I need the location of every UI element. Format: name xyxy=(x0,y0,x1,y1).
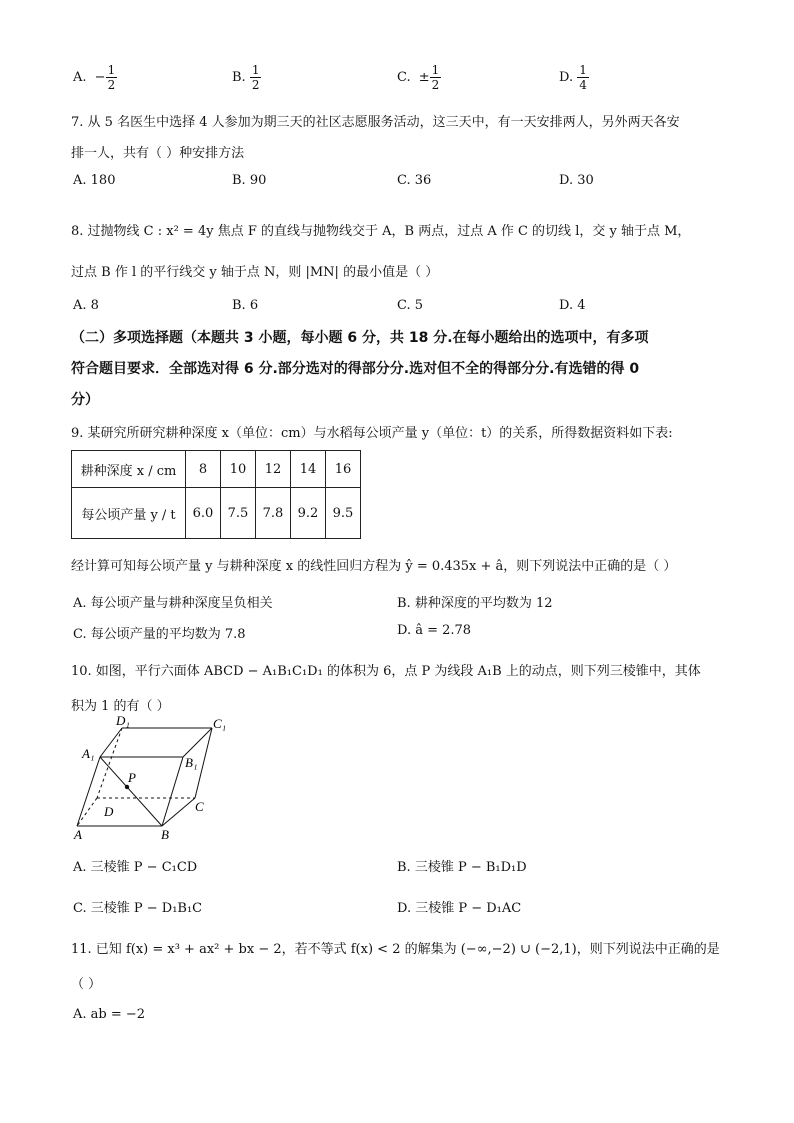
q6-option-d-fraction xyxy=(577,63,589,92)
q8-option-d: D. 4 xyxy=(559,298,586,313)
label-a1: A₁ xyxy=(82,746,95,761)
q9-table-cell: 7.8 xyxy=(256,488,291,539)
q6-option-c-fraction xyxy=(430,63,442,92)
q6-option-b-label: B. xyxy=(232,70,246,85)
edge-b1-c1 xyxy=(183,728,212,757)
q6-option-b xyxy=(232,63,261,92)
q9-table-cell: 6.0 xyxy=(186,488,221,539)
q6-option-a-sign: − xyxy=(94,70,106,85)
q9-intro: 9. 某研究所研究耕种深度 x（单位：cm）与水稻每公顷产量 y（单位：t）的关系，所得数据资料如下表: xyxy=(71,426,673,441)
label-p: P xyxy=(128,770,136,785)
q10-stem-line2: 积为 1 的有（ ） xyxy=(71,699,170,714)
q7-option-d: D. 30 xyxy=(559,173,594,188)
q9-option-b: B. 耕种深度的平均数为 12 xyxy=(397,596,553,611)
q6-option-d xyxy=(559,63,589,92)
q6-b-numerator: 1 xyxy=(251,63,260,77)
label-b1: B₁ xyxy=(185,755,198,770)
q6-d-numerator: 1 xyxy=(579,63,587,77)
q6-a-numerator: 1 xyxy=(107,63,116,77)
q9-table-row-depth xyxy=(72,451,361,488)
q11-option-a: A. ab = −2 xyxy=(73,1007,146,1022)
q9-table-cell: 14 xyxy=(291,451,326,488)
q9-data-table xyxy=(71,450,361,539)
q6-option-c-label: C. xyxy=(397,70,411,85)
q7-option-a: A. 180 xyxy=(73,173,116,188)
q7-stem-line1: 7. 从 5 名医生中选择 4 人参加为期三天的社区志愿服务活动，这三天中，有一天安排两人，另外两天各安 xyxy=(71,115,680,130)
q8-option-c: C. 5 xyxy=(397,298,424,313)
label-c: C xyxy=(195,799,204,814)
section2-header-line2: 符合题目要求．全部选对得 6 分.部分选对的得部分分.选对但不全的得部分分.有选错的得 0 xyxy=(71,361,640,377)
q6-c-numerator: 1 xyxy=(431,63,440,77)
label-d: D xyxy=(104,804,114,819)
q6-a-denominator: 2 xyxy=(107,78,116,92)
q6-d-denominator: 4 xyxy=(579,78,587,92)
q9-table-cell: 16 xyxy=(326,451,361,488)
edge-a1-d1 xyxy=(100,728,122,757)
edge-b1-b xyxy=(162,757,183,826)
q11-stem-line2: （ ） xyxy=(71,977,102,992)
q10-stem-line1: 10. 如图，平行六面体 ABCD − A₁B₁C₁D₁ 的体积为 6，点 P 为线段 A₁B 上的动点，则下列三棱锥中，其体 xyxy=(71,664,701,679)
q8-option-b: B. 6 xyxy=(232,298,259,313)
q6-option-c xyxy=(397,63,441,92)
q9-table-header-depth: 耕种深度 x / cm xyxy=(72,451,186,488)
q8-stem-line2: 过点 B 作 l 的平行线交 y 轴于点 N，则 |MN| 的最小值是（ ） xyxy=(71,265,439,280)
q7-stem-line2: 排一人，共有（ ）种安排方法 xyxy=(71,146,245,161)
section2-header-line3: 分） xyxy=(71,392,99,408)
edge-b-c xyxy=(162,798,195,826)
parallelepiped-figure xyxy=(70,714,240,844)
edge-c1-c xyxy=(195,728,212,798)
label-d1: D₁ xyxy=(116,714,130,728)
q6-option-c-sign: ± xyxy=(418,70,430,85)
q8-stem-line1: 8. 过抛物线 C : x² = 4y 焦点 F 的直线与抛物线交于 A，B 两点，过点 A 作 C 的切线 l，交 y 轴于点 M， xyxy=(71,224,691,239)
q9-option-d: D. â = 2.78 xyxy=(397,623,472,638)
q9-option-a: A. 每公顷产量与耕种深度呈负相关 xyxy=(73,596,273,611)
q9-table-cell: 9.5 xyxy=(326,488,361,539)
q11-stem-line1: 11. 已知 f(x) = x³ + ax² + bx − 2，若不等式 f(x) < 2 的解集为 (−∞,−2) ∪ (−2,1)，则下列说法中正确的是 xyxy=(71,942,720,957)
label-c1: C₁ xyxy=(213,716,227,731)
edge-a1-a xyxy=(77,757,100,826)
q10-option-c: C. 三棱锥 P − D₁B₁C xyxy=(73,901,203,916)
q10-option-a: A. 三棱锥 P − C₁CD xyxy=(73,860,198,875)
q9-option-c: C. 每公顷产量的平均数为 7.8 xyxy=(73,627,246,642)
q9-table-header-yield: 每公顷产量 y / t xyxy=(72,488,186,539)
section2-header-line1: （二）多项选择题（本题共 3 小题，每小题 6 分，共 18 分.在每小题给出的选项中，有多项 xyxy=(71,330,649,346)
q6-c-denominator: 2 xyxy=(431,78,440,92)
q9-table-cell: 10 xyxy=(221,451,256,488)
label-b: B xyxy=(161,827,169,842)
q10-option-d: D. 三棱锥 P − D₁AC xyxy=(397,901,522,916)
q6-option-a xyxy=(73,63,117,92)
q9-table-cell: 12 xyxy=(256,451,291,488)
q6-b-denominator: 2 xyxy=(251,78,260,92)
q6-option-d-label: D. xyxy=(559,70,574,85)
q9-stem: 经计算可知每公顷产量 y 与耕种深度 x 的线性回归方程为 ŷ = 0.435x + â，则下列说法中正确的是（ ） xyxy=(71,559,677,574)
q9-table-cell: 7.5 xyxy=(221,488,256,539)
q8-option-a: A. 8 xyxy=(73,298,99,313)
q9-table-cell: 8 xyxy=(186,451,221,488)
q7-option-b: B. 90 xyxy=(232,173,267,188)
q6-option-b-fraction xyxy=(250,63,262,92)
edge-d1-d xyxy=(97,728,122,798)
point-p-dot xyxy=(125,785,129,789)
q9-table-cell: 9.2 xyxy=(291,488,326,539)
edge-d-a xyxy=(77,798,97,826)
q6-option-a-label: A. xyxy=(73,70,87,85)
q10-option-b: B. 三棱锥 P − B₁D₁D xyxy=(397,860,527,875)
q6-option-a-fraction xyxy=(106,63,118,92)
q7-option-c: C. 36 xyxy=(397,173,432,188)
label-a: A xyxy=(74,827,82,842)
q9-table-row-yield xyxy=(72,488,361,539)
